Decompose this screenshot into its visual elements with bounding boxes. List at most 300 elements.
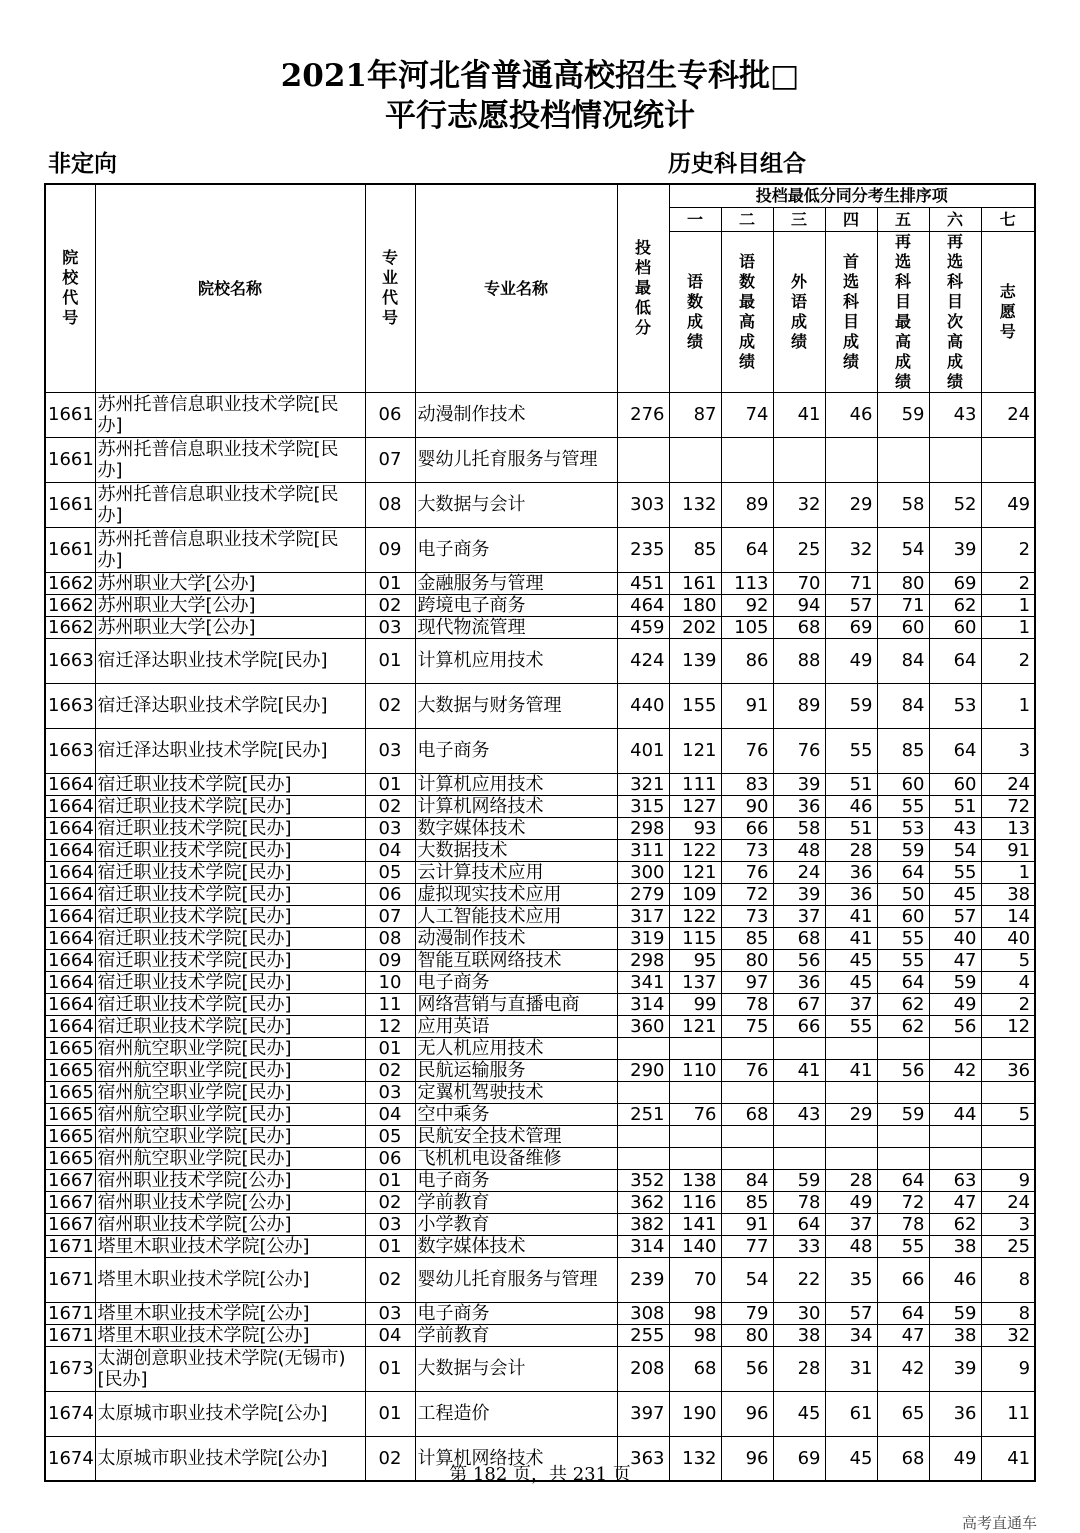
score-second-max-cell: 60 (877, 616, 929, 638)
score-yushu-max-cell: 91 (721, 1213, 773, 1235)
major-code-cell: 03 (365, 728, 415, 773)
score-foreign-cell: 88 (773, 638, 825, 683)
score-foreign-cell (773, 437, 825, 482)
major-code-cell: 03 (365, 1213, 415, 1235)
min-score-cell: 276 (617, 392, 669, 437)
score-yushu-max-cell: 91 (721, 683, 773, 728)
header-rank-group: 投档最低分同分考生排序项 (669, 184, 1035, 207)
score-first-subject-cell: 37 (825, 993, 877, 1015)
subtitle-category: 非定向 (48, 151, 117, 177)
score-first-subject-cell: 51 (825, 773, 877, 795)
min-score-cell: 298 (617, 817, 669, 839)
page-footer: 第 182 页，共 231 页 (449, 1464, 631, 1485)
choice-number-cell: 36 (981, 1059, 1035, 1081)
score-yushu-cell: 121 (669, 728, 721, 773)
score-second-next-cell: 69 (929, 572, 981, 594)
school-name-cell: 太原城市职业技术学院[公办] (95, 1391, 365, 1436)
score-first-subject-cell: 45 (825, 1436, 877, 1481)
score-yushu-cell: 137 (669, 971, 721, 993)
score-yushu-max-cell (721, 437, 773, 482)
score-yushu-max-cell: 84 (721, 1169, 773, 1191)
choice-number-cell: 1 (981, 616, 1035, 638)
school-code-cell: 1665 (45, 1125, 95, 1147)
score-second-next-cell (929, 1037, 981, 1059)
school-name-cell: 宿州职业技术学院[公办] (95, 1191, 365, 1213)
score-second-max-cell: 59 (877, 839, 929, 861)
min-score-cell: 314 (617, 1235, 669, 1257)
major-name-cell: 计算机应用技术 (415, 773, 617, 795)
school-code-cell: 1661 (45, 482, 95, 527)
school-code-cell: 1674 (45, 1436, 95, 1481)
major-name-cell: 网络营销与直播电商 (415, 993, 617, 1015)
min-score-cell: 208 (617, 1346, 669, 1391)
score-yushu-cell: 140 (669, 1235, 721, 1257)
score-second-max-cell (877, 1081, 929, 1103)
school-code-cell: 1663 (45, 728, 95, 773)
score-second-next-cell: 62 (929, 1213, 981, 1235)
score-first-subject-cell: 32 (825, 527, 877, 572)
choice-number-cell: 14 (981, 905, 1035, 927)
major-name-cell: 计算机网络技术 (415, 795, 617, 817)
choice-number-cell: 4 (981, 971, 1035, 993)
major-name-cell: 学前教育 (415, 1191, 617, 1213)
score-second-max-cell: 53 (877, 817, 929, 839)
score-foreign-cell (773, 1125, 825, 1147)
score-first-subject-cell: 35 (825, 1257, 877, 1302)
score-yushu-max-cell: 96 (721, 1436, 773, 1481)
header-criteria-1: 语数成绩 (669, 231, 721, 392)
major-name-cell: 数字媒体技术 (415, 1235, 617, 1257)
score-yushu-cell: 161 (669, 572, 721, 594)
score-second-max-cell: 55 (877, 795, 929, 817)
min-score-cell: 279 (617, 883, 669, 905)
subtitle-subject-group: 历史科目组合 (668, 151, 806, 177)
min-score-cell (617, 1081, 669, 1103)
table-row (45, 993, 1035, 1015)
admission-table (44, 183, 1036, 1482)
score-second-next-cell: 44 (929, 1103, 981, 1125)
major-code-cell: 02 (365, 1191, 415, 1213)
major-name-cell: 飞机机电设备维修 (415, 1147, 617, 1169)
score-second-next-cell: 60 (929, 773, 981, 795)
school-name-cell: 苏州托普信息职业技术学院[民办] (95, 482, 365, 527)
school-name-cell: 苏州职业大学[公办] (95, 572, 365, 594)
score-second-max-cell: 72 (877, 1191, 929, 1213)
school-name-cell: 宿州航空职业学院[民办] (95, 1147, 365, 1169)
score-second-next-cell: 43 (929, 392, 981, 437)
score-second-next-cell: 40 (929, 927, 981, 949)
score-first-subject-cell: 49 (825, 638, 877, 683)
score-yushu-cell: 122 (669, 839, 721, 861)
score-yushu-cell (669, 1125, 721, 1147)
min-score-cell (617, 1147, 669, 1169)
major-name-cell: 金融服务与管理 (415, 572, 617, 594)
major-name-cell: 计算机应用技术 (415, 638, 617, 683)
score-second-max-cell: 84 (877, 638, 929, 683)
major-name-cell: 虚拟现实技术应用 (415, 883, 617, 905)
score-yushu-cell: 70 (669, 1257, 721, 1302)
score-foreign-cell: 38 (773, 1324, 825, 1346)
watermark: 高考直通车 (962, 1514, 1038, 1532)
major-name-cell: 电子商务 (415, 527, 617, 572)
score-yushu-max-cell: 85 (721, 927, 773, 949)
score-second-max-cell: 58 (877, 482, 929, 527)
major-code-cell: 04 (365, 1103, 415, 1125)
major-name-cell: 电子商务 (415, 1302, 617, 1324)
score-yushu-max-cell: 92 (721, 594, 773, 616)
major-name-cell: 电子商务 (415, 1169, 617, 1191)
min-score-cell: 321 (617, 773, 669, 795)
school-name-cell: 宿州职业技术学院[公办] (95, 1169, 365, 1191)
school-code-cell: 1662 (45, 616, 95, 638)
choice-number-cell: 2 (981, 993, 1035, 1015)
table-row (45, 1103, 1035, 1125)
min-score-cell: 363 (617, 1436, 669, 1481)
score-foreign-cell: 41 (773, 392, 825, 437)
table-row (45, 773, 1035, 795)
major-name-cell: 空中乘务 (415, 1103, 617, 1125)
choice-number-cell: 2 (981, 572, 1035, 594)
score-foreign-cell: 45 (773, 1391, 825, 1436)
major-name-cell: 大数据与会计 (415, 482, 617, 527)
score-first-subject-cell: 59 (825, 683, 877, 728)
choice-number-cell (981, 1147, 1035, 1169)
table-row (45, 1015, 1035, 1037)
score-yushu-cell: 141 (669, 1213, 721, 1235)
score-first-subject-cell: 46 (825, 795, 877, 817)
table-row (45, 905, 1035, 927)
table-row (45, 1191, 1035, 1213)
choice-number-cell: 72 (981, 795, 1035, 817)
major-code-cell: 11 (365, 993, 415, 1015)
score-second-next-cell: 62 (929, 594, 981, 616)
score-first-subject-cell (825, 1037, 877, 1059)
score-first-subject-cell: 57 (825, 594, 877, 616)
min-score-cell: 317 (617, 905, 669, 927)
score-yushu-cell: 111 (669, 773, 721, 795)
table-row (45, 927, 1035, 949)
score-second-max-cell: 66 (877, 1257, 929, 1302)
school-name-cell: 塔里木职业技术学院[公办] (95, 1324, 365, 1346)
score-foreign-cell: 94 (773, 594, 825, 616)
school-name-cell: 宿迁职业技术学院[民办] (95, 839, 365, 861)
score-yushu-max-cell: 76 (721, 728, 773, 773)
choice-number-cell: 41 (981, 1436, 1035, 1481)
school-code-cell: 1664 (45, 795, 95, 817)
score-second-next-cell: 38 (929, 1324, 981, 1346)
score-yushu-cell: 121 (669, 1015, 721, 1037)
score-foreign-cell: 39 (773, 883, 825, 905)
score-yushu-max-cell (721, 1037, 773, 1059)
score-first-subject-cell (825, 1125, 877, 1147)
major-code-cell: 05 (365, 1125, 415, 1147)
score-first-subject-cell: 55 (825, 728, 877, 773)
choice-number-cell (981, 1037, 1035, 1059)
score-first-subject-cell: 28 (825, 839, 877, 861)
school-code-cell: 1662 (45, 594, 95, 616)
score-first-subject-cell: 51 (825, 817, 877, 839)
header-order-6: 六 (929, 207, 981, 231)
major-code-cell: 10 (365, 971, 415, 993)
score-second-next-cell: 53 (929, 683, 981, 728)
score-second-max-cell: 55 (877, 927, 929, 949)
score-second-next-cell: 36 (929, 1391, 981, 1436)
score-first-subject-cell: 57 (825, 1302, 877, 1324)
score-yushu-max-cell: 73 (721, 905, 773, 927)
score-second-next-cell: 51 (929, 795, 981, 817)
score-yushu-max-cell: 77 (721, 1235, 773, 1257)
score-yushu-max-cell: 78 (721, 993, 773, 1015)
table-row (45, 572, 1035, 594)
score-second-next-cell: 52 (929, 482, 981, 527)
header-order-7: 七 (981, 207, 1035, 231)
score-second-max-cell: 62 (877, 1015, 929, 1037)
score-yushu-cell: 122 (669, 905, 721, 927)
score-yushu-max-cell: 80 (721, 949, 773, 971)
min-score-cell: 352 (617, 1169, 669, 1191)
min-score-cell: 308 (617, 1302, 669, 1324)
document-title-line2: 平行志愿投档情况统计 (385, 98, 695, 134)
school-name-cell: 塔里木职业技术学院[公办] (95, 1235, 365, 1257)
school-name-cell: 宿州航空职业学院[民办] (95, 1059, 365, 1081)
score-first-subject-cell: 41 (825, 1059, 877, 1081)
choice-number-cell: 13 (981, 817, 1035, 839)
school-code-cell: 1665 (45, 1037, 95, 1059)
score-yushu-max-cell: 72 (721, 883, 773, 905)
school-code-cell: 1671 (45, 1324, 95, 1346)
score-second-next-cell: 54 (929, 839, 981, 861)
score-yushu-cell: 85 (669, 527, 721, 572)
school-code-cell: 1665 (45, 1081, 95, 1103)
score-second-next-cell: 56 (929, 1015, 981, 1037)
choice-number-cell: 3 (981, 1213, 1035, 1235)
school-code-cell: 1665 (45, 1147, 95, 1169)
table-row (45, 594, 1035, 616)
school-code-cell: 1662 (45, 572, 95, 594)
school-code-cell: 1664 (45, 905, 95, 927)
table-row (45, 527, 1035, 572)
major-code-cell: 07 (365, 905, 415, 927)
min-score-cell: 459 (617, 616, 669, 638)
score-second-next-cell: 59 (929, 1302, 981, 1324)
score-yushu-max-cell: 80 (721, 1324, 773, 1346)
major-name-cell: 定翼机驾驶技术 (415, 1081, 617, 1103)
score-second-next-cell (929, 1081, 981, 1103)
score-yushu-max-cell: 68 (721, 1103, 773, 1125)
score-first-subject-cell: 48 (825, 1235, 877, 1257)
school-code-cell: 1667 (45, 1213, 95, 1235)
score-yushu-cell: 68 (669, 1346, 721, 1391)
score-yushu-max-cell: 89 (721, 482, 773, 527)
score-first-subject-cell: 37 (825, 1213, 877, 1235)
score-foreign-cell: 59 (773, 1169, 825, 1191)
score-yushu-cell: 132 (669, 1436, 721, 1481)
score-first-subject-cell: 28 (825, 1169, 877, 1191)
min-score-cell: 298 (617, 949, 669, 971)
table-row (45, 861, 1035, 883)
choice-number-cell: 1 (981, 683, 1035, 728)
score-second-max-cell (877, 1037, 929, 1059)
score-foreign-cell: 68 (773, 927, 825, 949)
school-name-cell: 宿州航空职业学院[民办] (95, 1037, 365, 1059)
school-code-cell: 1661 (45, 392, 95, 437)
table-row (45, 949, 1035, 971)
school-name-cell: 苏州职业大学[公办] (95, 616, 365, 638)
school-name-cell: 宿州航空职业学院[民办] (95, 1081, 365, 1103)
min-score-cell (617, 1037, 669, 1059)
score-first-subject-cell: 31 (825, 1346, 877, 1391)
score-yushu-max-cell (721, 1147, 773, 1169)
major-code-cell: 09 (365, 527, 415, 572)
major-name-cell: 大数据技术 (415, 839, 617, 861)
score-second-max-cell: 60 (877, 905, 929, 927)
document-title-line1: 2021年河北省普通高校招生专科批□ (280, 58, 800, 94)
school-code-cell: 1664 (45, 927, 95, 949)
score-yushu-max-cell: 56 (721, 1346, 773, 1391)
table-row (45, 1324, 1035, 1346)
score-second-next-cell: 47 (929, 1191, 981, 1213)
score-foreign-cell: 58 (773, 817, 825, 839)
score-yushu-cell (669, 1147, 721, 1169)
choice-number-cell: 24 (981, 773, 1035, 795)
major-name-cell: 大数据与会计 (415, 1346, 617, 1391)
score-second-max-cell (877, 1125, 929, 1147)
choice-number-cell: 9 (981, 1169, 1035, 1191)
score-foreign-cell: 22 (773, 1257, 825, 1302)
school-code-cell: 1664 (45, 1015, 95, 1037)
score-foreign-cell: 48 (773, 839, 825, 861)
score-foreign-cell: 32 (773, 482, 825, 527)
table-row (45, 1213, 1035, 1235)
score-yushu-cell (669, 1081, 721, 1103)
major-code-cell: 12 (365, 1015, 415, 1037)
score-yushu-max-cell (721, 1081, 773, 1103)
table-row (45, 616, 1035, 638)
min-score-cell: 319 (617, 927, 669, 949)
header-order-4: 四 (825, 207, 877, 231)
major-code-cell: 09 (365, 949, 415, 971)
score-second-next-cell: 64 (929, 728, 981, 773)
score-second-max-cell (877, 437, 929, 482)
score-second-next-cell (929, 1147, 981, 1169)
min-score-cell: 341 (617, 971, 669, 993)
score-yushu-max-cell: 54 (721, 1257, 773, 1302)
major-code-cell: 01 (365, 773, 415, 795)
header-order-2: 二 (721, 207, 773, 231)
score-first-subject-cell: 49 (825, 1191, 877, 1213)
choice-number-cell: 38 (981, 883, 1035, 905)
school-name-cell: 宿迁泽达职业技术学院[民办] (95, 683, 365, 728)
score-second-max-cell: 59 (877, 1103, 929, 1125)
header-criteria-4: 首选科目成绩 (825, 231, 877, 392)
major-code-cell: 01 (365, 1037, 415, 1059)
school-name-cell: 宿迁职业技术学院[民办] (95, 993, 365, 1015)
score-yushu-cell (669, 1037, 721, 1059)
school-code-cell: 1674 (45, 1391, 95, 1436)
score-yushu-max-cell: 66 (721, 817, 773, 839)
header-school-code: 院校代号 (45, 184, 95, 392)
score-foreign-cell: 78 (773, 1191, 825, 1213)
score-yushu-cell: 138 (669, 1169, 721, 1191)
table-row (45, 817, 1035, 839)
major-code-cell: 03 (365, 817, 415, 839)
score-yushu-cell: 190 (669, 1391, 721, 1436)
choice-number-cell: 49 (981, 482, 1035, 527)
header-min-score: 投档最低分 (617, 184, 669, 392)
table-row (45, 839, 1035, 861)
score-first-subject-cell: 46 (825, 392, 877, 437)
major-code-cell: 03 (365, 1302, 415, 1324)
school-name-cell: 苏州托普信息职业技术学院[民办] (95, 437, 365, 482)
table-row (45, 971, 1035, 993)
school-name-cell: 宿迁职业技术学院[民办] (95, 1015, 365, 1037)
major-name-cell: 动漫制作技术 (415, 927, 617, 949)
score-second-max-cell (877, 1147, 929, 1169)
table-row (45, 1037, 1035, 1059)
major-code-cell: 02 (365, 1257, 415, 1302)
score-second-max-cell: 64 (877, 1169, 929, 1191)
school-code-cell: 1665 (45, 1103, 95, 1125)
score-yushu-cell: 180 (669, 594, 721, 616)
school-code-cell: 1664 (45, 817, 95, 839)
score-second-max-cell: 62 (877, 993, 929, 1015)
score-yushu-cell: 99 (669, 993, 721, 1015)
school-code-cell: 1664 (45, 773, 95, 795)
score-second-max-cell: 71 (877, 594, 929, 616)
major-code-cell: 03 (365, 616, 415, 638)
score-foreign-cell: 41 (773, 1059, 825, 1081)
choice-number-cell: 40 (981, 927, 1035, 949)
major-code-cell: 01 (365, 1346, 415, 1391)
score-foreign-cell: 39 (773, 773, 825, 795)
score-foreign-cell: 69 (773, 1436, 825, 1481)
score-yushu-cell: 87 (669, 392, 721, 437)
school-name-cell: 宿迁职业技术学院[民办] (95, 795, 365, 817)
major-name-cell: 计算机网络技术 (415, 1436, 617, 1481)
score-yushu-cell: 139 (669, 638, 721, 683)
school-name-cell: 苏州职业大学[公办] (95, 594, 365, 616)
score-foreign-cell (773, 1081, 825, 1103)
major-code-cell: 02 (365, 594, 415, 616)
major-code-cell: 01 (365, 1235, 415, 1257)
score-second-max-cell: 47 (877, 1324, 929, 1346)
school-name-cell: 宿州航空职业学院[民办] (95, 1103, 365, 1125)
score-second-next-cell: 64 (929, 638, 981, 683)
score-first-subject-cell: 41 (825, 905, 877, 927)
score-first-subject-cell (825, 1147, 877, 1169)
score-yushu-cell: 115 (669, 927, 721, 949)
score-yushu-cell (669, 437, 721, 482)
score-second-next-cell: 42 (929, 1059, 981, 1081)
choice-number-cell: 9 (981, 1346, 1035, 1391)
major-code-cell: 02 (365, 1059, 415, 1081)
score-first-subject-cell: 29 (825, 482, 877, 527)
header-order-3: 三 (773, 207, 825, 231)
table-row (45, 1302, 1035, 1324)
school-name-cell: 宿迁职业技术学院[民办] (95, 949, 365, 971)
score-second-next-cell: 59 (929, 971, 981, 993)
table-row (45, 1257, 1035, 1302)
table-row (45, 1125, 1035, 1147)
score-foreign-cell: 25 (773, 527, 825, 572)
table-row (45, 883, 1035, 905)
major-name-cell: 民航安全技术管理 (415, 1125, 617, 1147)
score-foreign-cell: 64 (773, 1213, 825, 1235)
major-name-cell: 电子商务 (415, 971, 617, 993)
choice-number-cell (981, 1081, 1035, 1103)
score-yushu-max-cell: 76 (721, 1059, 773, 1081)
major-code-cell: 06 (365, 883, 415, 905)
